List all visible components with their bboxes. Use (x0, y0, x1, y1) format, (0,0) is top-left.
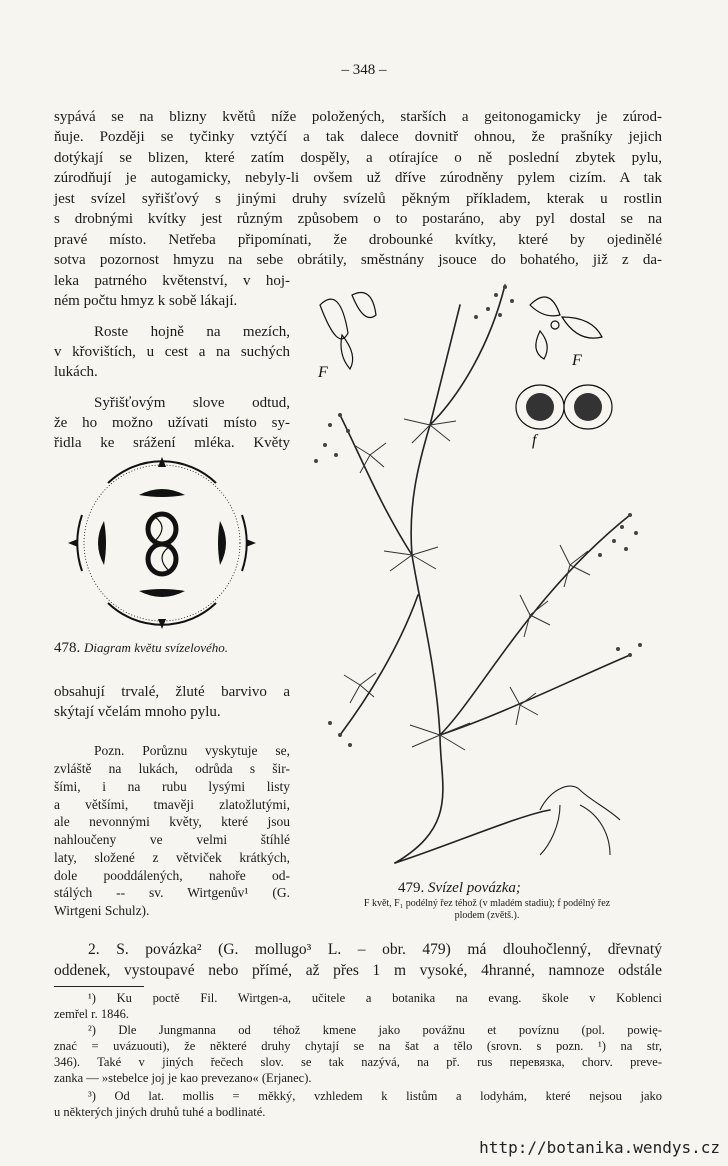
figure-479-legend-line: F květ, F₁ podélný řez téhož (v mladém stadiu); f podélný řez (363, 898, 611, 909)
source-url[interactable]: http://botanika.wendys.cz (479, 1138, 720, 1157)
footnote-line: ¹) Ku poctě Fil. Wirtgen-a, učitele a botanika na evang. škole v Koblenci (88, 991, 662, 1005)
figure-478-caption (54, 640, 228, 657)
text-line: že ho možno užívati místo sy- (54, 415, 290, 431)
figure-479-number: 479. (398, 880, 425, 896)
text-line: sotva pozornost hmyzu na sebe obrátily, směstnány jsouce do bohatého, již z da- (54, 252, 662, 268)
text-line: leka patrného květenství, v hoj- (54, 273, 290, 289)
text-line: zúrodňují je autogamicky, nebyly-li ovšem už dříve zúrodněny pylem cizím. A tak (54, 170, 662, 186)
figure-478-title: Diagram květu svízelového. (84, 640, 229, 655)
note-line: Pozn. Porůznu vyskytuje se, (94, 743, 290, 758)
floral-diagram (64, 455, 264, 635)
text-line: dotýkají se blizen, které zatím dospěly, a otírajíce o ně poslední zbytek pylu, (54, 150, 662, 166)
text-line: Syřišťovým slove odtud, (94, 395, 290, 411)
text-line: s drobnými kvítky jest různým způsobem o to postaráno, aby pyl dostal se na (54, 211, 662, 227)
footnote-line: zanka — »stebelce joj je kao prevezano« (Erjanec). (54, 1071, 312, 1085)
footnote-rule (54, 986, 144, 987)
note-line: dole pooddálených, nahoře od- (54, 868, 290, 883)
footnote-line: ³) Od lat. mollis = měkký, vzhledem k listům a lodyhám, které nejsou jako (88, 1089, 662, 1103)
text-line: skýtají včelám mnoho pylu. (54, 704, 221, 720)
figure-479-caption (398, 880, 521, 897)
text-line: jest svízel syřišťový s jinými druhy svízelů pěkným příkladem, kterak u rostlin (54, 191, 662, 207)
text-line: 2. S. povázka² (G. mollugo³ L. – obr. 479) má dlouhočlenný, dřevnatý (88, 941, 662, 958)
label-f: f (532, 432, 537, 449)
text-line: ném počtu hmyz k sobě lákají. (54, 293, 238, 309)
note-line: zvláště na lukách, odrůda s šir- (54, 761, 290, 776)
text-line: pravé místo. Netřeba připomínati, že drobounké kvítky, které by ojedinělé (54, 232, 662, 248)
text-line: sypává se na blizny květů níže položených, starších a geitonogamicky je zúrod- (54, 109, 662, 125)
footnote-line: zemřel r. 1846. (54, 1007, 129, 1021)
footnote-line: u některých jiných druhů tuhé a bodlinaté. (54, 1105, 266, 1119)
plant-illustration (300, 265, 660, 877)
note-line: laty, složené z větviček krátkých, (54, 850, 290, 865)
note-line: šími, i na rubu lysými listy (54, 779, 290, 794)
text-line: lukách. (54, 364, 98, 380)
figure-479-title: Svízel povázka; (428, 880, 521, 896)
footnote-line: ²) Dle Jungmanna od téhož kmene jako povážnu et povíznu (pol. powię- (88, 1023, 662, 1037)
footnote-line: znać = uvázuouti), že některé druhy chytají se na šat a tělo (srovn. s pozn. ¹) na str, (54, 1039, 662, 1053)
page-number: – 348 – (341, 62, 387, 78)
text-line: ňuje. Později se tyčinky vztýčí a tak dalece dovnitř ohnou, že prašníky jejich (54, 129, 662, 145)
label-F-right: F (572, 352, 582, 369)
text-line: oddenek, vystoupavé nebo přímé, až přes 1 m vysoké, 4hranné, namnoze odstále (54, 962, 662, 979)
note-line: Wirtgeni Schulz). (54, 903, 150, 918)
note-line: ale nevonnými květy, které jsou (54, 814, 290, 829)
note-line: stálých -- sv. Wirtgenův¹ (G. (54, 885, 290, 900)
text-line: obsahují trvalé, žluté barvivo a (54, 684, 290, 700)
figure-478-number: 478. (54, 640, 81, 656)
footnote-line: 346). Také v jiných řečech slov. se tak nazývá, na př. rus перевязка, chorv. preve- (54, 1055, 662, 1069)
note-line: nahloučeny ve velmi štíhlé (54, 832, 290, 847)
note-line: a většími, tmavěji zlatožlutými, (54, 797, 290, 812)
text-line: v křovištích, u cest a na suchých (54, 344, 290, 360)
label-F-left: F (318, 364, 328, 381)
figure-479-legend (312, 898, 662, 922)
text-line: Roste hojně na mezích, (94, 324, 290, 340)
text-line: řidla ke srážení mléka. Květy (54, 435, 290, 451)
figure-479-legend-line: plodem (zvětš.). (454, 910, 520, 921)
